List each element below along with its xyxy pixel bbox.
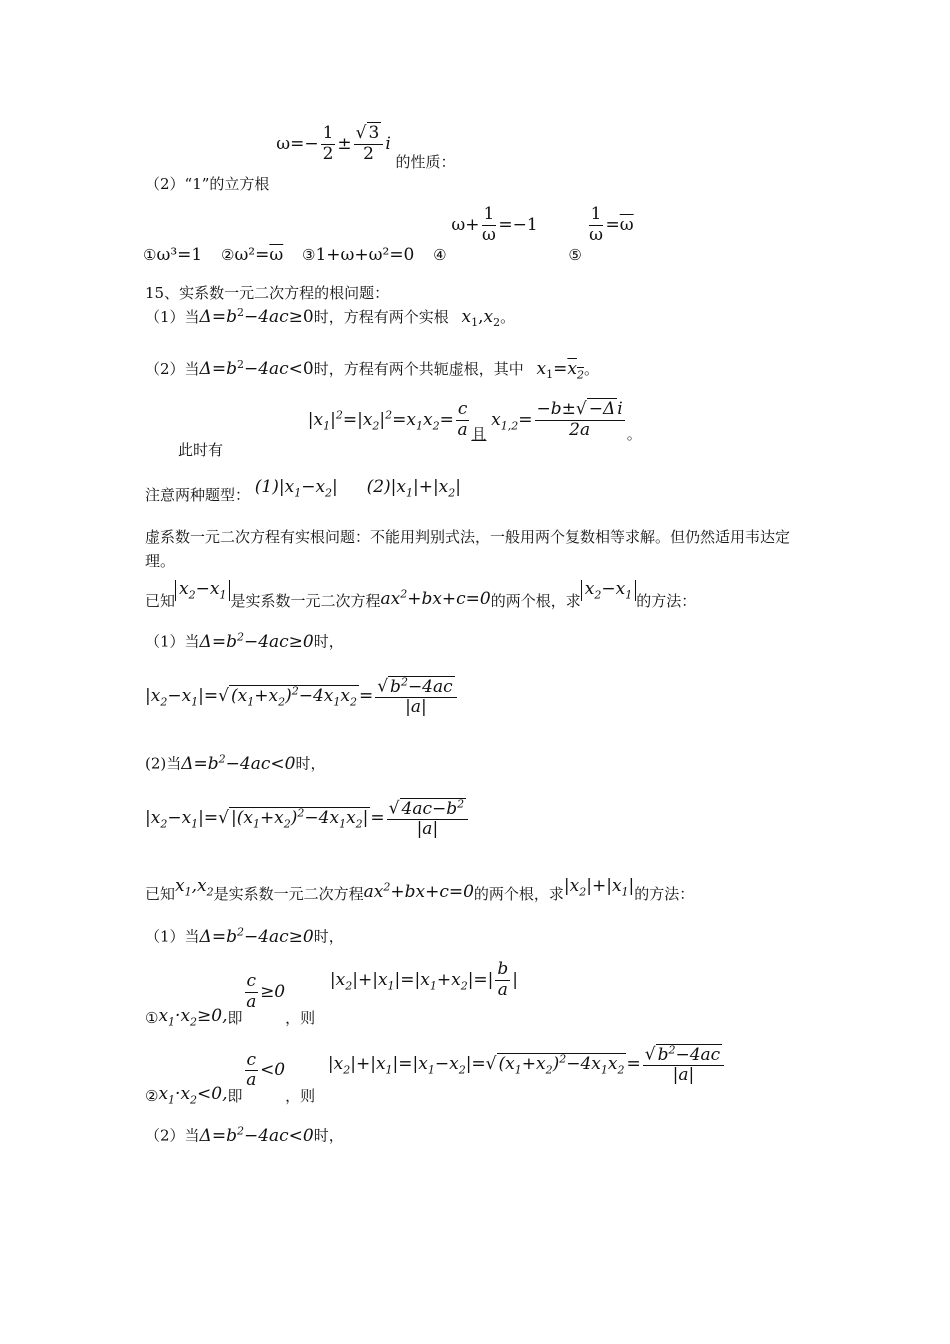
prop-2: $②\omega^2=\overline{\omega}$ xyxy=(220,244,284,265)
case-1-line: （1）当$\Delta=b^2-4ac\ge 0$时，方程有两个实根 $x_1,x_2$。 xyxy=(145,306,516,329)
section-15-title: 15、实系数一元二次方程的根问题： xyxy=(145,284,390,302)
cube-root-label: （2）“1”的立方根 xyxy=(145,174,270,193)
item-1-line: $①x_1\cdot x_2\ge 0$,即 $\frac{c}{a}$ ≥0，则 $|x_2|+|x_1|=|x_1+x_2|=|$ $\frac{b}{a}$ | xyxy=(145,959,519,1028)
prop-5: ⑤ xyxy=(568,245,582,264)
prop-5-formula: $\frac{1}{\omega}$ $=\overline{\omega}$ xyxy=(589,204,634,245)
imaginary-coefficients-paragraph: 虚系数一元二次方程有实根问题：不能用判别式法，一般用两个复数相等求解。但仍然适用韦达定理。 xyxy=(145,528,791,570)
cube-root-tail: 的性质： xyxy=(395,152,456,171)
case-2-line: （2）当$\Delta=b^2-4ac<0$时，方程有两个共轭虚根，其中 $x_1=x_2$。 xyxy=(145,358,599,382)
item-2-line: $②x_1\cdot x_2<0$,即 $\frac{c}{a}$ <0，则 $|x_2|+|x_1|=|x_1-x_2|=√$ $(x_1+x_2)^2-4x_1x_2$ = $\frac{√ b^2-4ac}{|a|}$ xyxy=(145,1050,726,1092)
sub-case-2-line: (2)当$\Delta=b^2-4ac<0$时， xyxy=(145,752,326,774)
note-line: 注意两种题型： $(1)|x_1-x_2|$ $(2)|x_1|+|x_2|$ xyxy=(145,477,461,504)
conjugate-roots-line: 此时有 $|x_1|^2=|x_2|^2=x_1x_2=$ $\frac{c}{a}$ 且 $x_{1,2}=$ $\frac{\text{−b±√ −Δ i}}{2a}$ 。 xyxy=(178,399,642,459)
omega-properties xyxy=(143,204,634,265)
prop-4: ④ xyxy=(433,245,447,264)
prop-3: ③1+ω+ω²=0 xyxy=(302,244,415,265)
sub-case-1-line: （1）当$\Delta=b^2-4ac\ge 0$时， xyxy=(145,630,344,652)
omega-definition: ω=− $\frac{1}{2}$ ± $\frac{√ 3}{2}$ i xyxy=(276,123,391,164)
formula-real-difference: $|x_2-x_1|=√$ $(x_1+x_2)^2-4x_1x_2$ = $\frac{√ b^2-4ac}{|a|}$ xyxy=(145,676,459,718)
prop-1: ①ω³=1 xyxy=(143,244,203,265)
prop-4-formula: ω+ $\frac{1}{\omega}$ =−1 xyxy=(451,204,538,245)
known-2-case-1-line: （1）当$\Delta=b^2-4ac\ge 0$时， xyxy=(145,925,344,947)
known-1-line: 已知$x_2-x_1$ 是实系数一元二次方程$ax^2+bx+c=0$的两个根，求$x_2-x_1$ 的方法： xyxy=(145,578,697,610)
cube-root-line xyxy=(145,123,456,193)
known-2-line: 已知$x_1,x_2$是实系数一元二次方程$ax^2+bx+c=0$的两个根，求$|x_2|+|x_1|$的方法： xyxy=(145,875,695,903)
known-2-case-2-line: （2）当$\Delta=b^2-4ac<0$时， xyxy=(145,1124,344,1146)
formula-imag-difference: $|x_2-x_1|=√$ $|(x_1+x_2)^2-4x_1x_2|$ = $\frac{√ 4ac-b^2}{|a|}$ xyxy=(145,798,470,840)
